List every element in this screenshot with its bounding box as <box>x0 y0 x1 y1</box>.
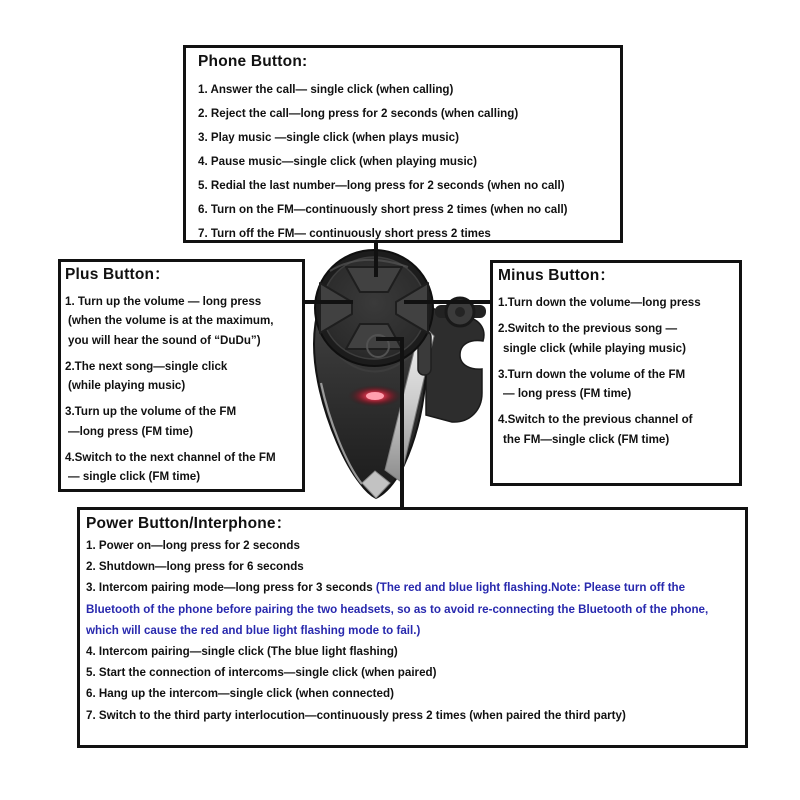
pairing-mode-text: 3. Intercom pairing mode—long press for 3 seconds <box>86 581 376 595</box>
instruction-item <box>65 357 300 396</box>
instruction-line: 3.Turn down the volume of the FM <box>498 367 686 381</box>
instruction-item <box>65 402 300 441</box>
panel-phone-button <box>183 45 623 243</box>
instruction-line: (when the volume is at the maximum, <box>68 314 274 328</box>
instruction-line: 5. Redial the last number—long press for 2 seconds (when no call) <box>198 179 565 192</box>
instruction-line: you will hear the sound of “DuDu”) <box>68 333 261 347</box>
connector-power-line-vertical <box>400 337 404 507</box>
instruction-line: the FM—single click (FM time) <box>503 432 670 446</box>
panel-plus-button <box>58 259 305 492</box>
instruction-line: (while playing music) <box>68 379 186 393</box>
instruction-line: 2.Switch to the previous song — <box>498 322 678 336</box>
panel-power-button <box>77 507 748 748</box>
panel-plus-title: Plus Button： <box>65 266 170 283</box>
instruction-line: — single click (FM time) <box>68 470 201 484</box>
instruction-line: 4. Intercom pairing—single click (The blue light flashing) <box>86 645 398 659</box>
instruction-item <box>65 292 300 350</box>
instruction-line: single click (while playing music) <box>503 341 686 355</box>
instruction-line: 5. Start the connection of intercoms—single click (when paired) <box>86 666 437 680</box>
instruction-line: 6. Hang up the intercom—single click (when connected) <box>86 687 394 701</box>
instruction-line: 3. Play music —single click (when plays music) <box>198 131 459 144</box>
connector-phone-line <box>374 243 378 277</box>
connector-power-line-horizontal <box>376 337 403 341</box>
instruction-item <box>498 410 737 449</box>
instruction-line: 4. Pause music—single click (when playing music) <box>198 155 477 168</box>
panel-phone-title: Phone Button: <box>198 53 308 70</box>
instruction-line: 2. Reject the call—long press for 2 seconds (when calling) <box>198 107 519 120</box>
instruction-item <box>498 293 737 312</box>
instruction-line: 6. Turn on the FM—continuously short press 2 times (when no call) <box>198 203 568 216</box>
pairing-mode-note: (The red and blue light flashing.Note: Please turn off the Bluetooth of the phone before pairing the two headsets, so as to avoid re-connecting the Bluetooth of the phone, which will cause the red and blue light flashing mode to fail.) <box>86 581 709 637</box>
instruction-line: 4.Switch to the next channel of the FM <box>65 451 276 465</box>
instruction-line-pairing-mode <box>86 577 737 641</box>
instruction-line: 1. Answer the call— single click (when calling) <box>198 83 454 96</box>
panel-power-title: Power Button/Interphone： <box>86 515 292 532</box>
instruction-line: 3.Turn up the volume of the FM <box>65 405 237 419</box>
instruction-item <box>498 365 737 404</box>
instruction-line: 1. Power on—long press for 2 seconds <box>86 539 300 552</box>
instruction-line: 2. Shutdown—long press for 6 seconds <box>86 560 304 574</box>
connector-plus-line <box>305 300 353 304</box>
instruction-line: 7. Switch to the third party interlocution—continuously press 2 times (when paired the third party) <box>86 708 626 722</box>
instruction-line: —long press (FM time) <box>68 424 193 438</box>
instruction-line: 4.Switch to the previous channel of <box>498 413 693 427</box>
instruction-line: 7. Turn off the FM— continuously short press 2 times <box>198 227 491 240</box>
panel-minus-button <box>490 260 742 486</box>
instruction-item <box>498 319 737 358</box>
instruction-line: — long press (FM time) <box>503 387 632 401</box>
connector-minus-line <box>404 300 490 304</box>
panel-minus-title: Minus Button： <box>498 267 616 284</box>
instruction-line: 2.The next song—single click <box>65 359 228 373</box>
led-indicator <box>348 385 402 407</box>
instruction-line: 1. Turn up the volume — long press <box>65 295 262 308</box>
instruction-line: 1.Turn down the volume—long press <box>498 296 701 309</box>
instruction-item <box>65 448 300 487</box>
